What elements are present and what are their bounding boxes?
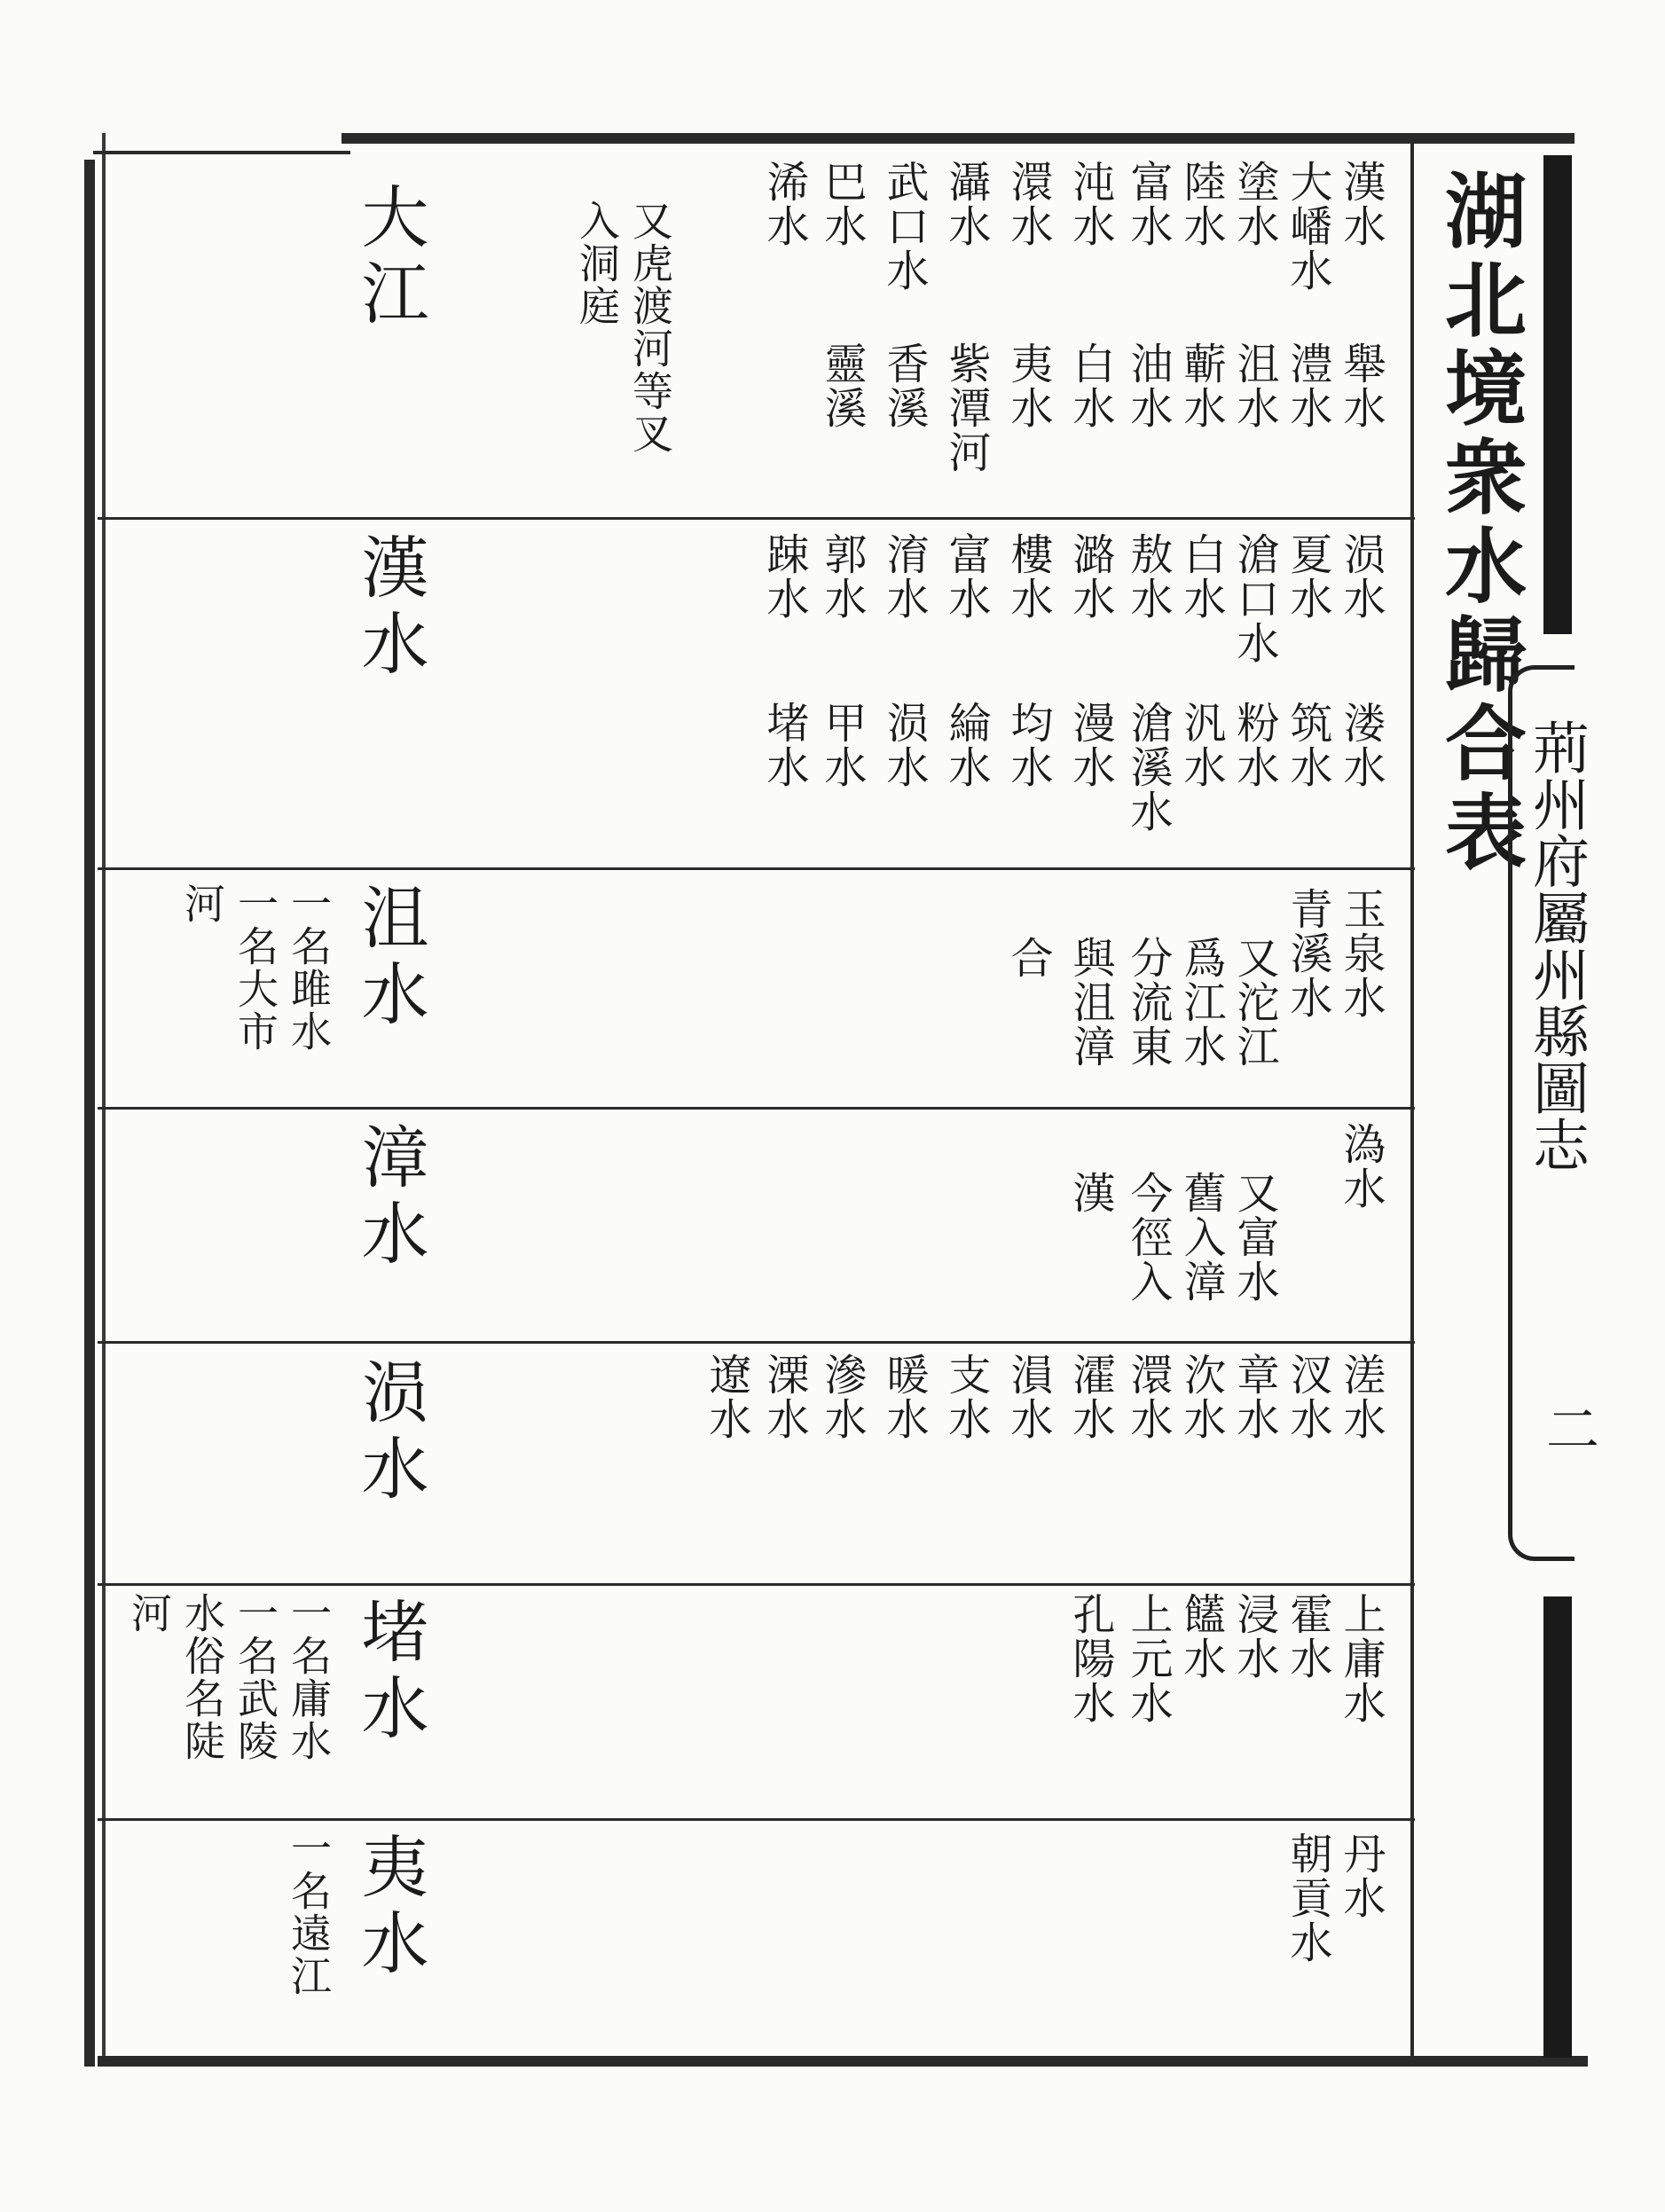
tributary: 溈水 xyxy=(1336,1122,1386,1211)
tributary: 澴水 xyxy=(1123,1353,1173,1441)
tributary: 郭水 xyxy=(817,532,867,621)
page-title: 湖北境衆水歸合表 xyxy=(1432,169,1528,878)
tributary: 涢水 xyxy=(1336,532,1386,621)
tributary: 瀖水 xyxy=(1065,1353,1115,1441)
tributary: 陸水 xyxy=(1176,160,1226,248)
section-note: 一名大市 xyxy=(232,882,279,1053)
row-divider xyxy=(98,1818,1415,1821)
tributary: 漫水 xyxy=(1065,701,1115,789)
tributary: 溇水 xyxy=(1336,701,1386,789)
tributary: 暖水 xyxy=(879,1353,929,1441)
tributary: 富水 xyxy=(941,532,991,621)
tributary: 溳水 xyxy=(1003,1353,1053,1441)
tributary: 澴水 xyxy=(1003,160,1053,248)
frame-left-inner-border xyxy=(102,133,106,2058)
tributary: 浸水 xyxy=(1229,1592,1279,1681)
section-note: 又虎渡河等叉 xyxy=(626,200,674,455)
row-divider xyxy=(98,1107,1415,1110)
section-main-river: 涢水 xyxy=(350,1357,429,1510)
section-main-river: 大江 xyxy=(350,182,429,334)
tributary: 香溪 xyxy=(879,341,929,430)
tributary: 白水 xyxy=(1176,532,1226,621)
section-main-river: 漳水 xyxy=(350,1122,429,1275)
row-divider xyxy=(98,1583,1415,1586)
section-note: 一名遠江 xyxy=(285,1827,333,1997)
section-note: 入洞庭 xyxy=(573,200,621,327)
tributary: 滲水 xyxy=(817,1353,867,1441)
tributary: 舉水 xyxy=(1336,341,1386,430)
tributary: 油水 xyxy=(1123,341,1173,430)
section-note: 一名雎水 xyxy=(285,882,333,1053)
row-divider xyxy=(98,1341,1415,1344)
tributary: 孔陽水 xyxy=(1065,1592,1115,1725)
frame-top-left-border xyxy=(93,151,350,154)
tributary: 溠水 xyxy=(1336,1353,1386,1441)
tributary: 沌水 xyxy=(1065,160,1115,248)
tributary: 丹水 xyxy=(1336,1832,1386,1920)
tributary: 灄水 xyxy=(941,160,991,248)
page-number: 二 xyxy=(1537,1401,1599,1455)
tributary: 樓水 xyxy=(1003,532,1053,621)
section-note: 一名庸水 xyxy=(285,1592,333,1762)
tributary: 又富水 xyxy=(1229,1171,1279,1304)
tributary: 武口水 xyxy=(879,160,929,293)
title-column-divider xyxy=(1410,140,1414,2060)
tributary: 浠水 xyxy=(759,160,809,248)
tributary: 靈溪 xyxy=(817,341,867,430)
tributary: 今徑入 xyxy=(1123,1171,1173,1304)
tributary: 塗水 xyxy=(1229,160,1279,248)
row-divider xyxy=(98,867,1415,870)
tributary: 爲江水 xyxy=(1176,936,1226,1069)
tributary: 溧水 xyxy=(759,1353,809,1441)
tributary: 滄溪水 xyxy=(1123,701,1173,834)
tributary: 遼水 xyxy=(702,1353,751,1441)
tributary: 綸水 xyxy=(941,701,991,789)
tributary: 蘄水 xyxy=(1176,341,1226,430)
tributary: 合 xyxy=(1003,936,1053,980)
frame-bottom-border xyxy=(98,2056,1588,2067)
section-main-river: 夷水 xyxy=(350,1832,429,1984)
frame-top-border xyxy=(342,133,1575,144)
tributary: 支水 xyxy=(941,1353,991,1441)
section-main-river: 漢水 xyxy=(350,532,429,685)
tributary: 夏水 xyxy=(1283,532,1332,621)
tributary: 潞水 xyxy=(1065,532,1115,621)
tributary: 澧水 xyxy=(1283,341,1332,430)
tributary: 與沮漳 xyxy=(1065,936,1115,1069)
section-main-river: 堵水 xyxy=(350,1596,429,1749)
tributary: 分流東 xyxy=(1123,936,1173,1069)
tributary: 漢 xyxy=(1065,1171,1115,1215)
tributary: 沮水 xyxy=(1229,341,1279,430)
tributary: 汎水 xyxy=(1176,701,1226,789)
row-divider xyxy=(98,517,1415,520)
tributary: 淯水 xyxy=(879,532,929,621)
tributary: 汊水 xyxy=(1283,1353,1332,1441)
tributary: 朝貢水 xyxy=(1283,1832,1332,1965)
margin-black-bar xyxy=(1543,1596,1572,2058)
section-main-river: 沮水 xyxy=(350,882,429,1035)
tributary: 青溪水 xyxy=(1283,887,1332,1020)
tributary: 漢水 xyxy=(1336,160,1386,248)
tributary: 㳄水 xyxy=(1176,1353,1226,1441)
tributary: 饚水 xyxy=(1176,1592,1226,1681)
frame-left-border xyxy=(84,160,95,2067)
tributary: 大嶓水 xyxy=(1283,160,1332,293)
tributary: 涢水 xyxy=(879,701,929,789)
tributary: 堵水 xyxy=(759,701,809,789)
tributary: 粉水 xyxy=(1229,701,1279,789)
tributary: 巴水 xyxy=(817,160,867,248)
section-note: 水俗名陡 xyxy=(178,1592,226,1762)
tributary: 滄口水 xyxy=(1229,532,1279,665)
section-note: 河 xyxy=(178,882,226,925)
margin-label: 荊州府屬州縣圖志 xyxy=(1523,718,1589,1173)
tributary: 敖水 xyxy=(1123,532,1173,621)
tributary: 章水 xyxy=(1229,1353,1279,1441)
tributary: 上庸水 xyxy=(1336,1592,1386,1725)
tributary: 玉泉水 xyxy=(1336,887,1386,1020)
tributary: 霍水 xyxy=(1283,1592,1332,1681)
section-note: 河 xyxy=(125,1592,173,1635)
section-note: 一名武陵 xyxy=(232,1592,279,1762)
tributary: 踈水 xyxy=(759,532,809,621)
tributary: 筑水 xyxy=(1283,701,1332,789)
tributary: 又沱江 xyxy=(1229,936,1279,1069)
tributary: 舊入漳 xyxy=(1176,1171,1226,1304)
tributary: 夷水 xyxy=(1003,341,1053,430)
margin-black-bar xyxy=(1543,155,1572,634)
tributary: 上元水 xyxy=(1123,1592,1173,1725)
tributary: 富水 xyxy=(1123,160,1173,248)
tributary: 均水 xyxy=(1003,701,1053,789)
tributary: 紫潭河 xyxy=(941,341,991,475)
tributary: 白水 xyxy=(1065,341,1115,430)
tributary: 甲水 xyxy=(817,701,867,789)
